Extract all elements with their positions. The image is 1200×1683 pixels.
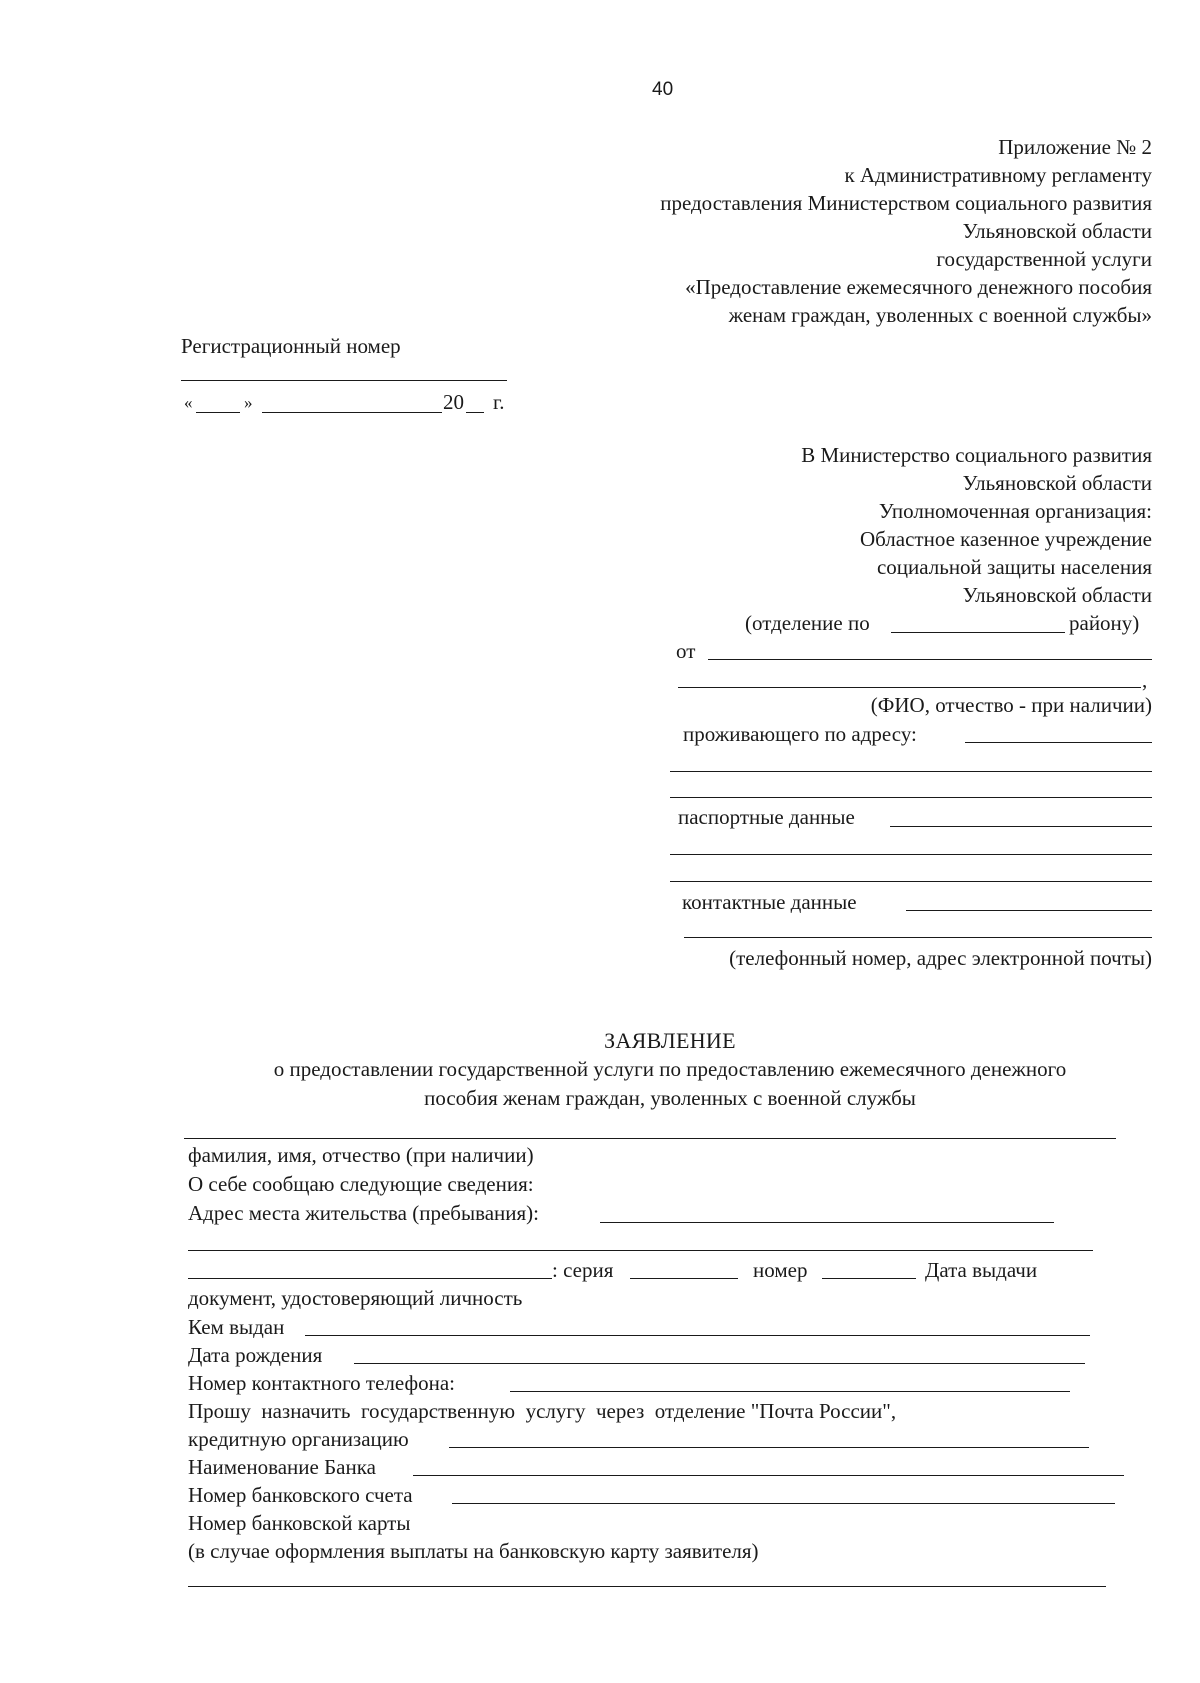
residence-line[interactable] xyxy=(600,1222,1054,1223)
account-line[interactable] xyxy=(452,1503,1115,1504)
fio-hint: (ФИО, отчество - при наличии) xyxy=(870,693,1152,717)
phone-line[interactable] xyxy=(510,1391,1070,1392)
addressee-line: Ульяновской области xyxy=(962,471,1152,495)
appendix-line: Приложение № 2 xyxy=(998,135,1152,159)
card-hint: (в случае оформления выплаты на банковскую карту заявителя) xyxy=(188,1539,759,1563)
appendix-line: государственной услуги xyxy=(936,247,1152,271)
addressee-line: Уполномоченная организация: xyxy=(878,499,1152,523)
id-document-hint: документ, удостоверяющий личность xyxy=(188,1286,523,1310)
date-year-prefix: 20 xyxy=(443,390,464,414)
date-year-line[interactable] xyxy=(466,412,484,413)
bank-name-label: Наименование Банка xyxy=(188,1455,376,1479)
appendix-line: предоставления Министерством социального развития xyxy=(660,191,1152,215)
passport-label: паспортные данные xyxy=(678,805,855,829)
account-label: Номер банковского счета xyxy=(188,1483,413,1507)
about-me-text: О себе сообщаю следующие сведения: xyxy=(188,1172,534,1196)
contacts-line-2[interactable] xyxy=(684,937,1152,938)
series-line[interactable] xyxy=(630,1278,738,1279)
number-label: номер xyxy=(753,1258,808,1282)
date-close-quote: » xyxy=(244,393,253,412)
address-label: проживающего по адресу: xyxy=(683,722,917,746)
date-open-quote: « xyxy=(184,393,193,412)
appendix-line: женам граждан, уволенных с военной службы» xyxy=(728,303,1152,327)
id-document-line[interactable] xyxy=(188,1278,552,1279)
residence-label: Адрес места жительства (пребывания): xyxy=(188,1201,540,1225)
registration-number-line[interactable] xyxy=(181,380,507,381)
page-number: 40 xyxy=(652,79,674,100)
registration-label: Регистрационный номер xyxy=(181,334,401,358)
department-prefix: (отделение по xyxy=(745,611,870,635)
fio-hint: фамилия, имя, отчество (при наличии) xyxy=(188,1143,534,1167)
addressee-line: Ульяновской области xyxy=(962,583,1152,607)
addressee-line: социальной защиты населения xyxy=(876,555,1152,579)
statement-subtitle-line-2: пособия женам граждан, уволенных с военной службы xyxy=(424,1086,916,1110)
contacts-label: контактные данные xyxy=(682,890,857,914)
from-label: от xyxy=(676,639,696,663)
date-day-line[interactable] xyxy=(196,412,240,413)
statement-title: ЗАЯВЛЕНИЕ xyxy=(604,1028,736,1053)
series-label: : серия xyxy=(552,1258,614,1282)
contacts-hint: (телефонный номер, адрес электронной почты) xyxy=(729,946,1152,970)
residence-line-2[interactable] xyxy=(188,1250,1093,1251)
fio-line[interactable] xyxy=(184,1138,1116,1139)
number-line[interactable] xyxy=(822,1278,916,1279)
address-line-2[interactable] xyxy=(670,771,1152,772)
passport-line-3[interactable] xyxy=(670,881,1152,882)
department-line[interactable] xyxy=(891,632,1065,633)
date-month-line[interactable] xyxy=(262,412,442,413)
issue-date-label: Дата выдачи xyxy=(925,1258,1038,1282)
contacts-line[interactable] xyxy=(906,910,1152,911)
department-suffix: району) xyxy=(1069,611,1140,635)
from-line-2[interactable] xyxy=(678,687,1141,688)
statement-subtitle-line-1: о предоставлении государственной услуги по предоставлению ежемесячного денежного xyxy=(273,1057,1067,1081)
from-line[interactable] xyxy=(708,659,1152,660)
address-line-3[interactable] xyxy=(670,797,1152,798)
bank-name-line[interactable] xyxy=(413,1475,1124,1476)
passport-line[interactable] xyxy=(890,826,1152,827)
credit-org-line[interactable] xyxy=(449,1447,1089,1448)
addressee-line: В Министерство социального развития xyxy=(801,443,1152,467)
request-text-line-2: кредитную организацию xyxy=(188,1427,409,1451)
addressee-line: Областное казенное учреждение xyxy=(859,527,1152,551)
request-text-line-1: Прошу назначить государственную услугу через отделение "Почта России", xyxy=(188,1399,897,1423)
issued-by-label: Кем выдан xyxy=(188,1315,285,1339)
issued-by-line[interactable] xyxy=(305,1335,1090,1336)
card-line[interactable] xyxy=(188,1586,1106,1587)
birth-date-label: Дата рождения xyxy=(188,1343,323,1367)
from-comma: , xyxy=(1142,668,1148,692)
card-label: Номер банковской карты xyxy=(188,1511,411,1535)
passport-line-2[interactable] xyxy=(670,854,1152,855)
appendix-line: «Предоставление ежемесячного денежного пособия xyxy=(685,275,1152,299)
appendix-line: к Административному регламенту xyxy=(844,163,1152,187)
address-line[interactable] xyxy=(965,742,1152,743)
phone-label: Номер контактного телефона: xyxy=(188,1371,455,1395)
appendix-line: Ульяновской области xyxy=(962,219,1152,243)
date-year-suffix: г. xyxy=(493,390,505,414)
birth-date-line[interactable] xyxy=(354,1363,1085,1364)
